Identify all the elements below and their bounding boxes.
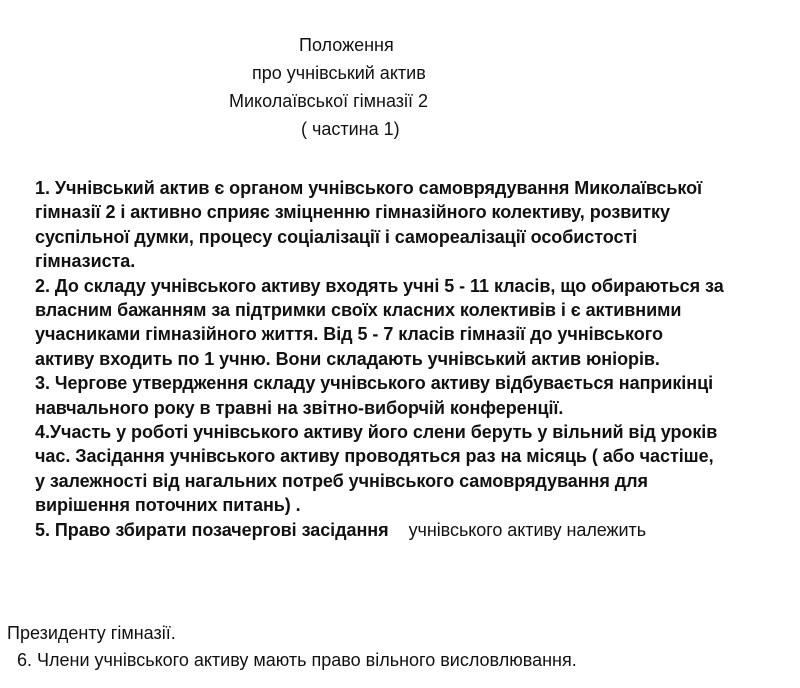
item-5-line [35,518,795,542]
document-title-line-3: Миколаївської гімназії 2 [229,91,429,111]
tail-line-1: Президенту гімназії. [7,623,176,643]
body-line: гімназиста. [35,251,136,272]
body-line: 3. Чергове утвердження складу учнівського активу відбувається наприкінці [35,373,714,394]
body-line: вирішення поточних питань) . [35,495,301,516]
item-5-normal-text: учнівського активу належить [408,519,647,540]
body-line: у залежності від нагальних потреб учнівського самоврядування для [35,470,648,491]
body-line: 1. Учнівський актив є органом учнівського самоврядування Миколаївської [35,178,703,198]
body-line: учасниками гімназійного життя. Від 5 - 7 класів гімназії до учнівського [35,324,663,345]
document-body [35,176,795,542]
body-line: активу входить по 1 учню. Вони складають учнівський актив юніорів. [35,348,660,369]
body-line: гімназії 2 і активно сприяє зміцненню гімназійного колективу, розвитку [35,202,670,223]
body-line: власним бажанням за підтримки своїх класних колективів і є активними [35,300,682,321]
body-line: 4.Участь у роботі учнівського активу його слени беруть у вільний від уроків [35,422,718,443]
document-title-line-1: Положення [299,35,394,55]
document-title-line-2: про учнівський актив [252,63,426,83]
body-line: навчального року в травні на звітно-виборчій конференції. [35,397,564,418]
tail-line-2: 6. Члени учнівського активу мають право вільного висловлювання. [17,650,577,670]
body-line: суспільної думки, процесу соціалізації і самореалізації особистості [35,226,638,247]
body-line: час. Засідання учнівського активу проводяться раз на місяць ( або частіше, [35,446,714,467]
item-5-bold-text: 5. Право збирати позачергові засідання [35,519,389,540]
body-line: 2. До складу учнівського активу входять учні 5 - 11 класів, що обираються за [35,275,724,296]
document-title-line-4: ( частина 1) [301,119,400,139]
